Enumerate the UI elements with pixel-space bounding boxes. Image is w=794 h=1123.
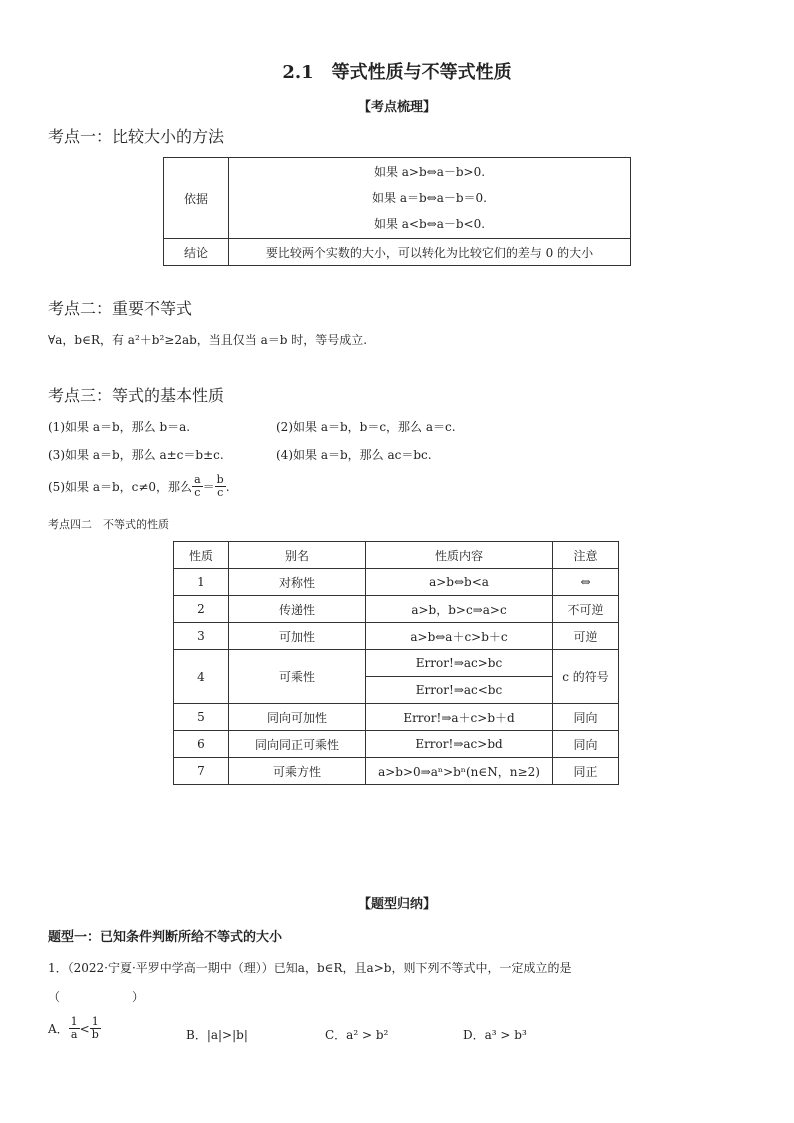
section-heading-types: 【题型归纳】 <box>357 897 436 912</box>
table-row <box>174 704 619 731</box>
fraction-1-over-b <box>90 1016 101 1041</box>
kp3-property-3: (3)如果 a＝b，那么 a±c＝b±c. <box>48 448 224 462</box>
table-header-row <box>174 542 619 569</box>
basis-line: 如果 a>b⇔a－b>0. <box>373 165 486 179</box>
option-c[interactable]: C．a² > b² <box>325 1028 389 1042</box>
frac-den: c <box>194 486 201 499</box>
cell-note: 同向 <box>553 731 619 758</box>
cell-content: Error!⇒a＋c>b＋d <box>366 704 553 731</box>
cell-content: a>b，b>c⇒a>c <box>366 596 553 623</box>
page-title: 2.1 等式性质与不等式性质 <box>282 62 512 83</box>
frac-den: b <box>91 1028 99 1041</box>
cell-note: 同正 <box>553 758 619 785</box>
header-cell: 性质 <box>174 542 229 569</box>
cell-name: 可乘方性 <box>229 758 366 785</box>
cell-note: 同向 <box>553 704 619 731</box>
header-cell: 性质内容 <box>366 542 553 569</box>
cell-note: ⇔ <box>553 569 619 596</box>
header-cell: 注意 <box>553 542 619 569</box>
frac-num: 1 <box>70 1015 78 1028</box>
cell-no: 5 <box>174 704 229 731</box>
kp3-p5-prefix: (5)如果 a＝b，c≠0，那么 <box>48 480 193 494</box>
cell-content: Error!⇒ac>bd <box>366 731 553 758</box>
cell-no: 2 <box>174 596 229 623</box>
fraction-1-over-a <box>69 1016 80 1041</box>
cell-name: 同向同正可乘性 <box>229 731 366 758</box>
table-row <box>174 650 619 677</box>
comparison-table <box>163 157 631 266</box>
header-cell: 别名 <box>229 542 366 569</box>
table-row <box>174 623 619 650</box>
conclusion-text: 要比较两个实数的大小，可以转化为比较它们的差与 0 的大小 <box>229 239 631 266</box>
fraction-b-over-c <box>215 474 226 499</box>
cell-name: 同向可加性 <box>229 704 366 731</box>
cell-name: 可乘性 <box>229 650 366 704</box>
conclusion-label: 结论 <box>164 239 229 266</box>
kp3-property-5: (5)如果 a＝b，c≠0，那么 $\frac{a}{c}$ ＝ $\frac{b}{c}$ . <box>48 473 230 499</box>
cell-no: 3 <box>174 623 229 650</box>
kp1-heading: 考点一：比较大小的方法 <box>48 127 225 146</box>
question-1-blank: （ ） <box>48 990 145 1004</box>
kp3-property-1: (1)如果 a＝b，那么 b＝a. <box>48 420 191 434</box>
type1-heading: 题型一：已知条件判断所给不等式的大小 <box>48 930 283 945</box>
frac-num: b <box>216 473 224 486</box>
kp4-heading: 考点四二 不等式的性质 <box>48 518 169 531</box>
fraction-a-over-c <box>192 474 203 499</box>
kp3-property-2: (2)如果 a＝b，b＝c，那么 a＝c. <box>276 420 456 434</box>
table-row <box>174 596 619 623</box>
option-a[interactable] <box>48 1016 101 1041</box>
frac-num: a <box>194 473 201 486</box>
option-a-label: A． <box>48 1022 69 1036</box>
cell-content: Error!⇒ac<bc <box>366 677 553 704</box>
cell-no: 7 <box>174 758 229 785</box>
kp3-heading: 考点三：等式的基本性质 <box>48 386 225 405</box>
cell-name: 对称性 <box>229 569 366 596</box>
cell-content: a>b⇔b<a <box>366 569 553 596</box>
frac-den: c <box>217 486 224 499</box>
kp3-property-4: (4)如果 a＝b，那么 ac＝bc. <box>276 448 432 462</box>
cell-name: 可加性 <box>229 623 366 650</box>
table-row <box>174 569 619 596</box>
frac-den: a <box>70 1028 78 1041</box>
basis-line: 如果 a<b⇔a－b<0. <box>373 217 486 231</box>
kp2-heading: 考点二：重要不等式 <box>48 299 193 318</box>
cell-note: c 的符号 <box>553 650 619 704</box>
option-d[interactable]: D．a³ > b³ <box>463 1028 527 1042</box>
cell-content: Error!⇒ac>bc <box>366 650 553 677</box>
inequality-properties-table <box>173 541 619 785</box>
frac-num: 1 <box>91 1015 99 1028</box>
cell-note: 不可逆 <box>553 596 619 623</box>
cell-name: 传递性 <box>229 596 366 623</box>
question-1: 1．（2022·宁夏·平罗中学高一期中（理））已知a，b∈R，且a>b，则下列不等式中，一定成立的是 <box>48 961 572 975</box>
cell-content: a>b⇔a＋c>b＋c <box>366 623 553 650</box>
basis-line: 如果 a＝b⇔a－b＝0. <box>372 191 487 205</box>
cell-content: a>b>0⇒aⁿ>bⁿ(n∈N，n≥2) <box>366 758 553 785</box>
cell-no: 1 <box>174 569 229 596</box>
less-than-sign: < <box>79 1021 90 1036</box>
cell-note: 可逆 <box>553 623 619 650</box>
basis-label: 依据 <box>164 158 229 239</box>
table-row <box>174 758 619 785</box>
cell-no: 6 <box>174 731 229 758</box>
table-row <box>174 731 619 758</box>
cell-no: 4 <box>174 650 229 704</box>
kp2-text: ∀a，b∈R，有 a²＋b²≥2ab，当且仅当 a＝b 时，等号成立. <box>48 333 368 347</box>
basis-cell <box>229 158 631 239</box>
option-b[interactable]: B．|a|>|b| <box>186 1028 248 1042</box>
section-heading-review: 【考点梳理】 <box>357 100 436 115</box>
